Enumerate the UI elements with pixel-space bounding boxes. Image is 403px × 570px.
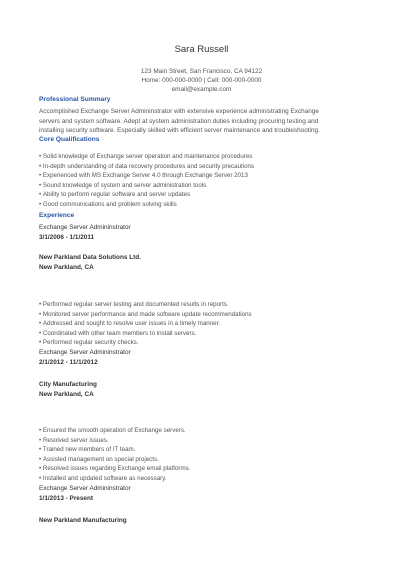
job-title: Exchange Server Admininstrator — [39, 224, 131, 231]
list-item: • Addressed and sought to resolve user issues in a timely manner. — [39, 319, 369, 329]
company-name: New Parkland Data Solutions Ltd. — [39, 254, 141, 261]
duties-list — [39, 300, 369, 348]
summary-line: servers and system software. Adept at system administration duties including procuring testing and — [39, 117, 319, 125]
summary-text — [39, 107, 369, 136]
phone-numbers: Home: 000-000-0000 | Cell: 000-000-0000 — [141, 77, 262, 84]
email: email@example.com — [171, 86, 232, 93]
list-item: • Solid knowledge of Exchange server operation and maintenance procedures — [39, 152, 369, 162]
list-item: • In-depth understanding of data recovery procedures and security precautions — [39, 162, 369, 172]
list-item: • Experienced with MS Exchange Server 4.0 through Exchange Server 2013 — [39, 171, 369, 181]
job-dates: 1/1/2013 - Present — [39, 494, 93, 502]
summary-line: Accomplished Exchange Server Admininstrator with extensive experience administrating Exchange — [39, 108, 319, 115]
company-name: City Manufacturing — [39, 381, 97, 388]
list-item: • Good communications and problem solving skills — [39, 200, 369, 210]
list-item: • Performed regular server testing and documented results in reports. — [39, 300, 369, 310]
list-item: • Assisted management on special projects. — [39, 455, 369, 465]
list-item: • Resolved issues regarding Exchange email platforms. — [39, 464, 369, 474]
company-name: New Parkland Manufacturing — [39, 517, 127, 524]
job-header — [39, 348, 131, 367]
job-title: Exchange Server Admininstrator — [39, 349, 131, 356]
list-item: • Trained new members of IT team. — [39, 445, 369, 455]
list-item: • Sound knowledge of system and server administration tools — [39, 181, 369, 191]
list-item: • Ability to perform regular software and server updates — [39, 190, 369, 200]
list-item: • Performed regular security checks. — [39, 338, 369, 348]
company-location: New Parkland, CA — [39, 390, 94, 398]
job-header — [39, 484, 131, 503]
duties-list — [39, 426, 369, 484]
list-item: • Ensured the smooth operation of Exchange servers. — [39, 426, 369, 436]
job-header — [39, 223, 131, 242]
address: 123 Main Street, San Francisco, CA 94122 — [140, 68, 263, 75]
list-item: • Monitored server performance and made software update recommendations — [39, 310, 369, 320]
job-title: Exchange Server Admininstrator — [39, 485, 131, 492]
job-company-block — [39, 380, 97, 399]
list-item: • Coordinated with other team members to install servers. — [39, 329, 369, 339]
company-location: New Parkland, CA — [39, 263, 94, 271]
summary-line: installing security software. Especially skilled with efficient server maintenance and troubleshooting. — [39, 127, 320, 134]
section-heading-summary: Professional Summary — [39, 96, 111, 103]
section-heading-qualifications: Core Qualifications — [39, 136, 100, 143]
list-item: • Resolved server issues. — [39, 436, 369, 446]
section-heading-experience: Experience — [39, 212, 75, 219]
list-item: • Installed and updated software as necessary. — [39, 474, 369, 484]
job-company-block — [39, 516, 127, 526]
qualifications-list — [39, 152, 369, 210]
candidate-name: Sara Russell — [174, 44, 229, 55]
job-dates: 2/1/2012 - 11/1/2012 — [39, 358, 98, 366]
job-dates: 3/1/2006 - 1/1/2011 — [39, 233, 95, 241]
job-company-block — [39, 253, 141, 272]
